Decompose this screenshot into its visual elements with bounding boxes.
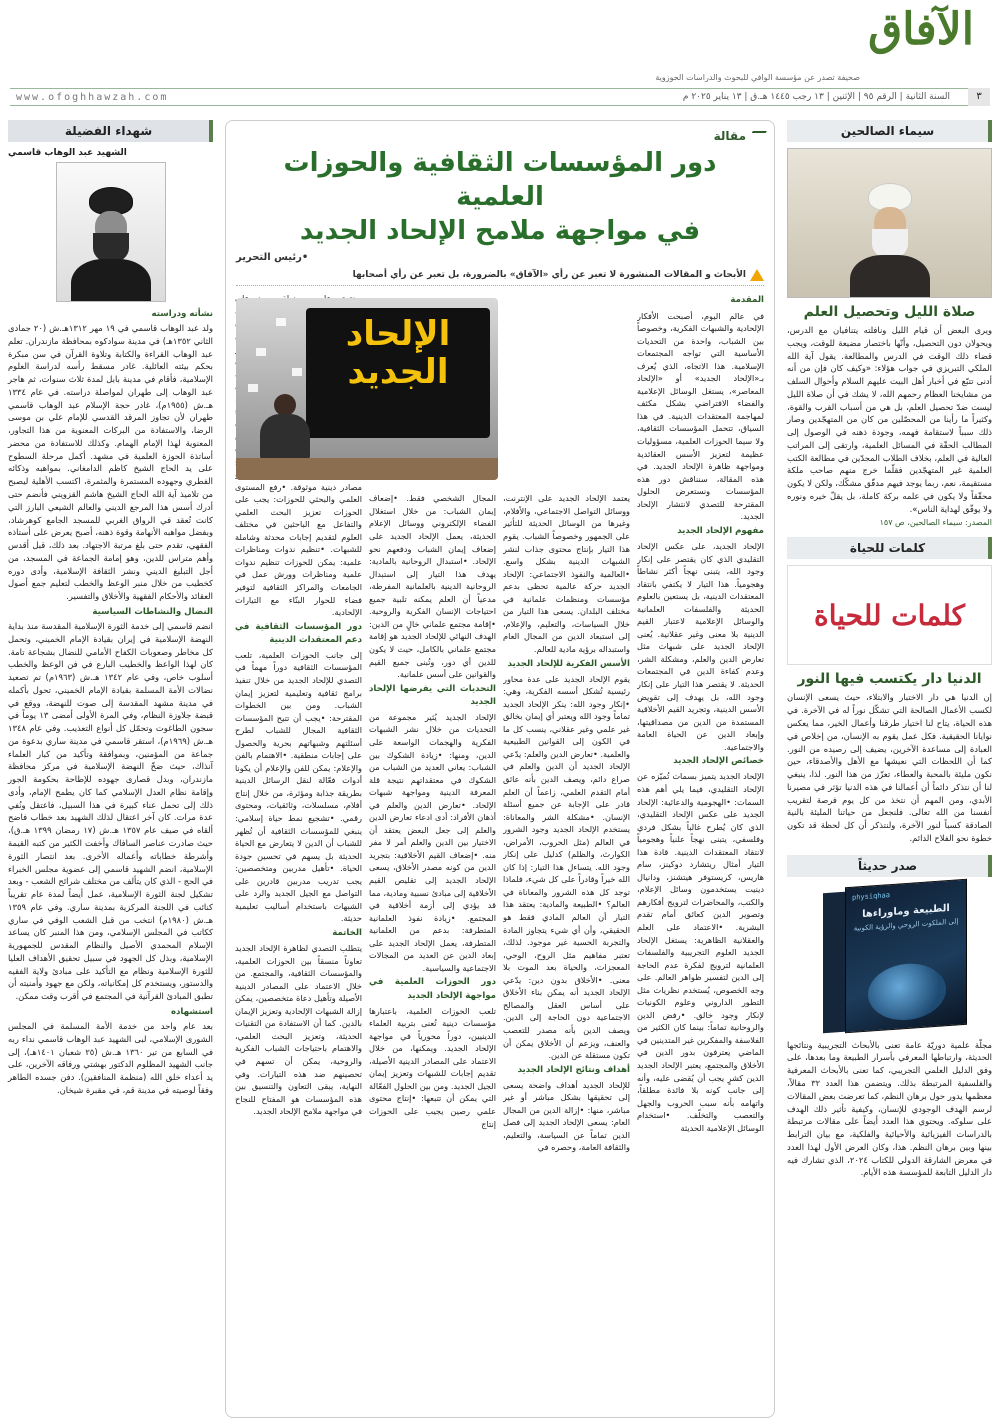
bio-paragraph-martyrdom: بعد عام واحد من خدمة الأمة المسلمة في المجلس الشورى الإسلامي، لبى الشهيد عبد الوهاب قاسمي نداء ربه في السابع من تير ١٣٦٠ هـ.ش (٢٥ شعبان ١٤٠١هـ)، إلى جانب الشهيد المظلوم الدكتور بهشتي ورفاقه الآخرين، على يد أعداء خلق الله (منظمة المنافقين). دفن جسده الطاهر وفقاً لوصيته في مدينة قم، في مقبرة شيخان. [8, 1021, 213, 1095]
col1-paragraph-2: الإلحاد الجديد، على عكس الإلحاد التقليدي الذي كان يقتصر على إنكار وجود الله، يتبنى نهجاً أكثر نشاطاً وهجومياً. هذا التيار لا يكتفي بانتقاد المعتقدات الدينية، بل يستعين بالعلوم الحديثة والفلسفات العلمانية والوسائل الإعلامية لاعتبار القيم الدينية بلا معنى وغير عقلانية. يُعنى الإلحاد الجديد على شبهات مثل تعارض الدين والعلم، ومشكلة الشر، وعدم كفاءة الدين في المجتمعات الحديثة. لا يقتصر هذا التيار على إنكار وجود الله، بل يهدف إلى تقويض الأسس الدينية، وتجريد القيم الأخلاقية المستمدة من الدين من مصداقيتها، وإبعاد الدين عن الحياة العامة والاجتماعية. [637, 540, 764, 752]
article-column-3 [369, 492, 496, 1132]
col2-heading-3: أهداف ونتائج الإلحاد الجديد [517, 1064, 630, 1075]
col3-heading-2: التحديات التي يفرضها الإلحاد الجديد [369, 683, 496, 707]
martyr-biography [8, 308, 213, 1097]
words-for-life-logo [787, 565, 992, 665]
world-light-body: إن الدنيا هي دار الاختبار والابتلاء، حيث يسعى الإنسان لكسب الأعمال الصالحة التي تشكّل نوراً له في الآخرة. في هذه الحياة، يتاح لنا اختيار طرقنا وأعمال الخير، مما يعكس نوايانا الحقيقية. فكل عمل يقوم به الإنسان، من إخلاص في العبادة إلى مساعدة الآخرين، يضيف إلى رصيده من النور. كما أن اللحظات التي نعيشها مع الأهل والأصدقاء، حين نكون مليئة بالمحبة والعطاء، تعزّز من هذا النور. لذا، ينبغي لنا أن نتذكر دائماً أن أعمالنا في هذه الدنيا تؤثر في مصيرنا الأبدي، ومن المهم أن نتخذ من كل يوم فرصة لتقريب أنفسنا من الله تعالى. فلنجعل من حياتنا المليئة بالنية الصادقة كسباً لنور الآخرة، ولنتذكر أن كل لحظة قد تكون خطوة نحو الفلاح الدائم. [787, 692, 992, 843]
col1-paragraph-1: في عالم اليوم، أصبحت الأفكار الإلحادية والشبهات الفكرية، وخصوصاً بين الشباب، واحدة من التحديات الأساسية التي تواجه المجتمعات الإسلامية. هذا الاتجاه، الذي يُعرف بـ«الإلحاد الجديد» أو «الإلحاد المعاصر»، يستغل الوسائل الإعلامية والفضاء الافتراضي بشكل مكثف لمهاجمة المعتقدات الدينية. في هذا السياق، تتحمل المؤسسات الثقافية، ولا سيما الحوزات العلمية، مسؤوليات عظيمة لتعزيز الأسس العقائدية ومواجهة ظاهرة الإلحاد الجديد. في هذه المقالة، سنناقش دور هذه المؤسسات ونستعرض الحلول المقترحة للتصدي لانتشار الإلحاد الجديد. [637, 310, 764, 522]
article-disclaimer [236, 269, 764, 286]
martyr-name: الشهيد عبد الوهاب قاسمي [8, 148, 127, 158]
article-headline [236, 147, 764, 248]
martyr-figure [71, 181, 151, 301]
flying-paper [256, 348, 266, 356]
scholar-portrait [787, 148, 992, 298]
col4-paragraph-2: إلى جانب الحوزات العلمية، تلعب المؤسسات الثقافية دوراً مهماً في التصدي للإلحاد الجديد من خلال تنفيذ برامج ثقافية وتعليمية لتعزيز إيمان الشباب. ومن بين الخطوات المقترحة: •يجب أن تتيح المؤسسات الثقافية المجال للشباب لطرح أسئلتهم وشبهاتهم بحرية والحصول على إجابات منطقية. •الاهتمام بالفن والإعلام: يمكن للفن والإعلام أن يكونا أدوات فعّالة لنقل الرسائل الدينية بطريقة جذابة ومؤثرة، من خلال إنتاج أفلام، مسلسلات، وثائقيات، ومحتوى رقمي. •تشجيع نمط حياة إسلامي: ينبغي للمؤسسات الثقافية أن تُظهر للشباب أن الدين لا يتعارض مع الحياة الحديثة بل يسهم في تحسين جودة الحياة. •تأهيل مدربين ومتخصصين: يجب تدريب مدربين قادرين على التواصل مع الجيل الجديد والرد على الشبهات باستخدام أساليب تعليمية حديثة. [235, 649, 362, 924]
newspaper-logo[interactable] [868, 4, 988, 60]
col3-paragraph-2: الإلحاد الجديد يُثير مجموعة من التحديات من خلال نشر الشبهات الفكرية والهجمات الواسعة على الدين، ومنها: •زيادة الشكوك بين الشباب: يعاني العديد من الشباب من الشكوك في معتقداتهم نتيجة قلة المعرفة الدينية ومواجهة شبهات الإلحاد. •تعارض الدين والعلم في أذهان الأفراد: أدى ادعاء تعارض الدين والعلم إلى جعل البعض يعتقد أن الاختيار بين الدين والعلم أمر لا مفر منه. •إضعاف القيم الأخلاقية: بتجريد الدين من كونه مصدر الأخلاق، يسعى الإلحاد الجديد إلى تقليص القيم الأخلاقية إلى مبادئ نسبية ومادية، مما قد يؤدي إلى أزمة أخلاقية في المجتمع. •زيادة نفوذ العلمانية المتطرفة: بدعم من العلمانية المتطرفة، يعمل الإلحاد الجديد على إبعاد الدين عن العديد من المجالات الاجتماعية والسياسية. [369, 711, 496, 973]
flying-paper [276, 318, 286, 326]
col1-heading-3: خصائص الإلحاد الجديد [673, 756, 764, 767]
article-column-1 [637, 292, 764, 1136]
world-light-title: الدنيا دار يكتسب فيها النور [797, 671, 982, 688]
night-prayer-body: ويرى البعض أن قيام الليل ونافلته يتنافيان مع الدرس، ويحولان دون التحصيل، وأنّها باختصار مضيعة للوقت، ويجب قضاء ذلك الوقت في الدرس والمطالعة. يقول آية الله الملكي التبريزي في جواب هؤلاء: «وكيف كان فإن من أنه أدنى تتبّع في أخبار أهل البيت عليهم السلام وأحوال السلف من مشايخنا العظام رحمهم الله، لا يشك في أن صلاة الليل ليست ضدّ تحصيل العلم، بل هي من أسباب القرب والقوة، وكثيراً ما رأينا من المحصّلين من كان من المتهجّدين وصار ذلك سبباً لاستقامة فهمه، وجودة ذهنه في الوصول إلى المطالب الحقّة في المسائل العلمية، وارتقى إلى المراتب العالية في العلم، بخلاف الطلاب المجدّين في مطالعة الكتب العلمية غير المتهجّدين فقلّما خرج منهم صاحب ملكة مستقيمة، نعم، ربما يوجد فيهم مدقّق مشكّك، ولكن لا يكون محقّقاً ولا يكون في علمه بركة كاملة، بل يقلّ خيره ونوره ولا يوفّق لهداية الناس». [787, 325, 992, 514]
bio-paragraph-struggle: انضم قاسمي إلى خدمة الثورة الإسلامية المقدسة منذ بداية النهضة الإسلامية في إيران بقيادة الإمام الخميني، وتحمل كل مخاطر وصعوبات الكفاح الأمامي للنضال بشجاعة تامة. كان لهذا الواعظ والخطيب البارع في فن الوعظ والخطب أسلوب خاص، وفي عام ١٣٤٢ هـ.ش (١٩٦٣م) تم تصعيد نضالات الأمة المسلمة بقيادة الإمام الخميني، تحول بأكمله في مدينة مشهد المقدسة إلى صوت للنهضة، ووقع في قبضة جلاوزة النظام، وفي المرة الأولى أمضى ١٣ يوماً في سجون الطاغوت وتحمّل كل أنواع التعذيب. وفي عام ١٣٤٨ هـ.ش (١٩٦٩م)، استقر قاسمي في مدينة ساري بدعوة من جماعة من المؤمنين، وبموافقة وتأكيد من كبار العلماء آنذاك، حيث ضخّ النهضة الإسلامية في مركز محافظة مازندران، وبدل قصارى جهوده للإطاحة بحكومة الجور وإقامة نظام العدل الإسلامي كما كان يطمح الإمام، وأدى ذلك إلى تحمل عناء كبيرة في هذا السبيل، فاعتقل ونُفي عدة مرات. كان آخر اعتقال لذلك الشهيد بعد خطاب فاضح ألقاه في صيف عام ١٣٥٧ هـ.ش (١٧ رمضان ١٣٩٩ هـ.ق)، حيث صادرت عناصر السافاك وأخفت الكثير من كتبه القيمة وأشرطة خطاباته وأعماله الأخرى. بعد انتصار الثورة الإسلامية، انضم الشهيد قاسمي إلى عضوية مجلس الخبراء في الحج - الذي كان يتألف من مختلف شرائح الشعب - وبعد تشكيل لجنة الثورة الإسلامية، عمل أيضاً لمدة عام تقريباً كنائب في اللجنة المركزية بمدينة ساري. وفي عام ١٣٥٩ هـ.ش (١٩٨٠م) انتخب من قبل الشعب الوفي في ساري ككاتب في المجلس الإسلامي، ومن هذا المنبر كان يساعد الإسلام المحمدي الأصيل والنظام المقدس للجمهورية الإسلامية، وبذل كل الجهود في سبيل تحقيق الأهداف العليا للثورة الإسلامية ونظام مع التأكيد على مبادئ ولاية الفقيه والدستور، ويستخدم كل إمكانياته، ولكن مع جهود وأمنيته أن تطبق المبادئ القرآنية في المجتمع في أقرب وقت ممكن. [7, 620, 214, 1002]
article-byline: •رئيس التحرير [236, 252, 309, 264]
col2-paragraph-2: يقوم الإلحاد الجديد على عدة محاور رئيسية تُشكل أسسه الفكرية، وهي: •إنكار وجود الله: ينكر الإلحاد الجديد تماماً وجود الله ويعتبر أي إيمان بخالق غير علمي وغير عقلاني، ينسب كل ما في الكون إلى القوانين الطبيعية والعلمية. •تعارض الدين والعلم: يدّعي الإلحاد الجديد أن الدين والعلم في صراع دائم، ويصف الدين بأنه عائق أمام التقدم العلمي، زاعماً أن العلم قادر على الإجابة عن جميع أسئلة الإنسان. •مشكلة الشر والمعاناة: يستخدم الإلحاد الجديد وجود الشرور في العالم (مثل الحروب، الأمراض، الكوارث، والظلم) كدليل على إنكار وجود الله. يتساءل هذا التيار: إذا كان الله خيراً وقادراً على كل شيء، فلماذا توجد كل هذه الشرور والمعاناة في العالم؟ •الطبيعة والمادية: يعتقد هذا التيار أن العالم المادي فقط هو الحقيقي، وأن أي شيء يتجاوز المادة والتجربة الحسية غير موجود. لذلك، تعتبر مفاهيم مثل الروح، الوحي، المعجزات، والحياة بعد الموت بلا معنى. •الأخلاق بدون دين: يدّعي الإلحاد الجديد أنه يمكن بناء الأخلاق على أساس العقل والمصالح الاجتماعية دون الحاجة إلى الدين. ويصف الدين بأنه مصدر للتعصب والعنف، ويزعم أن الأخلاق يمكن أن تكون مستقلة عن الدين. [503, 673, 630, 1061]
hero-title [314, 316, 482, 391]
hero-title-line-2: الجديد [347, 351, 449, 392]
main-article [225, 120, 775, 1418]
book-subtitle: إلى الملكوت الروحي والرؤية الكونية [853, 917, 958, 933]
martyr-portrait [56, 162, 166, 302]
article-column-2 [503, 492, 630, 1156]
issue-bar [10, 73, 990, 106]
brain-illustration [868, 961, 946, 1022]
night-prayer-title: صلاة الليل وتحصيل العلم [803, 304, 976, 320]
new-release-body: مجلّة علمية دوريّة عامة تعنى بالأبحاث التجريبية ونتائجها الحديثة، وارتباطها المعرفي بأسرار الطبيعة وما بعدها، على وفق الدليل العلمي التجريبي، كما تعنى بالأبحاث المعرفية والفلسفية المرتبطة بذلك. ويتضمن هذا العدد ٣٢ مقالاً، معظمها يدور حول برهان النظم، كما تعرضت بعض المقالات لرسم الهدف الوجودي للإنسان، وكيفية تأثير ذلك الهدف على سلوكه. ويحتوي هذا العدد أيضاً على مقالات مرتبطة بالدراسات الفيزيائية والأحيائية والفلكية، مع بيان الترابط بينها وبين برهان النظم. هذا، وكان العرض الأول لهذا العدد في معرض الشارقة الدولي للكتاب ٢٠٢٤، الذي تشارك فيه دار الدليل التابعة للمؤسسة هذه الأيام. [787, 1039, 992, 1178]
category-label: مقالة [713, 129, 746, 143]
night-prayer-source: المصدر: سيماء الصالحين، ص ١٥٧ [879, 518, 992, 528]
article-category [236, 129, 764, 143]
article-body [236, 292, 764, 1428]
masthead [0, 0, 1000, 110]
desk [236, 458, 498, 480]
page-number: ٣ [968, 88, 990, 106]
disclaimer-text: الأبحاث و المقالات المنشورة لا تعبر عن رأي «الآفاق» بالضرورة، بل تعبر عن رأي أصحابها [352, 270, 746, 281]
bio-heading-struggle: النضال والنشاطات السياسية [92, 606, 213, 617]
hero-title-line-1: الإلحاد [345, 314, 451, 355]
col2-paragraph-1: يعتمد الإلحاد الجديد على الإنترنت، ووسائل التواصل الاجتماعي، والأفلام، وغيرها من الوسائل الحديثة للتأثير على الجمهور وخصوصاً الشباب. يقوم هذا التيار بإنتاج محتوى جذاب لنشر الشبهات الدينية بشكل واسع. •العالمية والنفوذ الاجتماعي: الإلحاد الجديد حركة عالمية تحظى بدعم مؤسسات ومنظمات علمانية في مختلف البلدان. يسعى هذا التيار من خلال السياسات، والتعليم، والإعلام، إلى استبعاد الدين من المجال العام واستبداله برؤية مادية للعالم. [503, 493, 630, 654]
col2-heading-2: الأسس الفكرية للإلحاد الجديد [507, 658, 630, 669]
col2-paragraph-3: للإلحاد الجديد أهداف واضحة يسعى إلى تحقيقها بشكل مباشر أو غير مباشر، منها: •إزالة الدين من المجال العام: يسعى الإلحاد الجديد إلى فصل الدين تماماً عن السياسة، والتعليم، والثقافة العامة، وحصره في [503, 1079, 630, 1153]
headline-line-2: في مواجهة ملامح الإلحاد الجديد [299, 215, 701, 246]
book-title: الطبيعة وماوراءها [861, 902, 950, 920]
book-cover[interactable] [805, 883, 975, 1033]
col4-paragraph-1: مصادر دينية موثوقة. •رفع المستوى العلمي والبحثي للحوزات: يجب على الحوزات تعزيز البحث العلمي والتفاعل مع الباحثين في مختلف العلوم لتقديم إجابات محدثة وشاملة للشبهات. •تنظيم ندوات ومناظرات علمية: يمكن للحوزات تنظيم ندوات علمية ومناظرات وورش عمل في الجامعات والمراكز الثقافية لتوفير فضاء للحوار البنّاء مع التيارات الإلحادية. [235, 481, 362, 618]
person-at-desk [246, 394, 326, 464]
col1-heading-1: المقدمة [730, 295, 764, 306]
section-header-saints: سيماء الصالحين [787, 120, 992, 142]
book-brand: physiqhaa [851, 890, 890, 902]
scholar-figure [850, 177, 930, 297]
pen-icon [747, 131, 767, 141]
website-url[interactable]: www.ofoghhawzah.com [16, 91, 169, 103]
col1-paragraph-3: الإلحاد الجديد يتميز بسمات تُميّزه عن الإلحاد التقليدي، فيما يلي أهم هذه السمات: •الهجومية والدعائية: الإلحاد الجديد على عكس الإلحاد التقليدي، الذي كان يُطرح غالباً بشكل فردي وفلسفي، يتبنى نهجاً علنياً وهجومياً لانتقاد المعتقدات الدينية. قادة هذا التيار أمثال ريتشارد دوكينز، سام هاريس، كريستوفر هيتشنز، ودانيال دينيت يستخدمون وسائل الإعلام، والكتب، والمحاضرات لترويج أفكارهم وتصوير الدين كعائق أمام تقدم البشرية. •الاعتماد على العلم والعقلانية الظاهرية: يستغل الإلحاد الجديد العلوم التجريبية والفلسفات العلمانية لترويج لفكرة عدم الحاجة إلى الدين لتفسير ظواهر العالم. على وجه الخصوص، يُستخدم نظريات مثل التطور الداروني وعلوم الكونيات لإنكار وجود خالق. •رفض الدين والروحانية تماماً: بينما كان الكثير من الفلاسفة والمفكرين غير المتدينين في الماضي يعترفون بدور الدين في الأخلاق والمجتمع، يعتبر الإلحاد الجديد الدين كشرٍ يجب أن يُقضى عليه، وأنه إلى جانب كونه بلا فائدة مطلقاً، واتهامه بأنه سبب الحروب والجهل والتعصب والتخلّف. •استخدام الوسائل الإعلامية الحديثة [637, 771, 764, 1133]
col4-heading-3: الخاتمة [332, 927, 362, 938]
left-column [8, 120, 213, 1418]
bio-heading-upbringing: نشأته ودراسته [151, 309, 213, 319]
bio-paragraph-upbringing: ولد عبد الوهاب قاسمي في ١٩ مهر ١٣١٢هـ.ش (٢٠ جمادى الثاني ١٣٥٢هـ) في مدينة سوادكوه بمحافظة مازندران. تعلم عبد الوهاب القراءة والكتابة وتلاوة القرآن في سن مبكرة بحكم بيئته العائلية. غادر مسقط رأسه لدراسة العلوم الإسلامية، فأقام في مدينة بابل لمدة ثلاث سنوات، ثم هاجر عبد الوهاب إلى طهران لمواصلة دراسته. في عام ١٣٣٤ هـ.ش (١٩٥٥م)، غادر حجة الإسلام عبد الوهاب قاسمي طهران لأن تجاوز المرقد القدسي للإمام علي بن موسى الرضا، والاستفادة من البركات المعنوية من هذا التجاور، المعنوية لهذا الإمام الهمام. وكذلك للاستفادة من محضر أساتذة الحوزة العلمية في مشهد. أكمل مرحلة السطوح على يد الحاج الشيخ كاظم الدامغاني. بمواهبه وذكائه الفطري وجهوده المستمرة والمثمرة، اكتسب الأهلية ليصبح من تلاميذ آية الله الحاج الشيخ هاشم القزويني فأنضم حتى أدرك أسس هذا المرجع الديني والعالم الشيعي البارز التي كانت تُعقد في الرواق الغربي للمسجد الجامع كوهرشاد، وبفضل مواهبه الأنهامة وقوة ذهنه، أصبح يعرض على أستاذه الفقهي، تقدم حتى بلغ مرتبة الاجتهاد. بعد ذلك، قبل أقدس وأهم متراس للدين، وهو إمامة الجماعة في المسجد، من أجل التبليغ الديني ونشر الثقافة الإسلامية، وأدى دوره كخطيب من خلال منبر الوعظ والخطب لتعليم جمع أصول العقائد والأحكام الفقهية والأخلاق والتفسير. [8, 323, 213, 602]
issue-meta: السنة الثانية | الرقم ٩٥ | الإثنين | ١٣ رجب ١٤٤٥ هـ.ق | ١٣ يناير ٢٠٢٥ م [682, 92, 950, 102]
col1-heading-2: مفهوم الإلحاد الجديد [677, 525, 764, 536]
words-logo-text: كلمات للحياة [814, 598, 965, 632]
right-column [787, 120, 992, 1418]
col3-paragraph-1: المجال الشخصي فقط. •إضعاف إيمان الشباب: من خلال استغلال الفضاء الإلكتروني ووسائل الإعلام الحديثة، يعمل الإلحاد الجديد على إضعاف إيمان الشباب ودفعهم نحو الإلحاد. •استبدال الروحانية بالمادية: يهدف هذا التيار إلى استبدال الروحانية الدينية بالعلمانية المفرطة، مدعياً أن العلم يمكنه تلبية جميع احتياجات الإنسان الفكرية والروحية. •إقامة مجتمع علماني خالٍ من الدين: الهدف النهائي للإلحاد الجديد هو إقامة مجتمع علماني بالكامل، حيث لا يكون للدين أي دور، وتُبنى جميع القيم والقوانين على أسس علمانية. [369, 493, 496, 680]
col4-heading-2: دور المؤسسات الثقافية في دعم المعتقدات الدينية [235, 621, 362, 645]
headline-line-1: دور المؤسسات الثقافية والحوزات العلمية [283, 148, 717, 212]
bio-heading-martyrdom: استشهاده [170, 1006, 213, 1017]
flying-paper [292, 368, 302, 376]
flying-paper [248, 384, 258, 392]
section-header-new-release: صدر حديثاً [787, 855, 992, 877]
warning-icon [750, 269, 764, 281]
col4-paragraph-3: يتطلب التصدي لظاهرة الإلحاد الجديد تعاوناً منسقاً بين الحوزات العلمية، والمؤسسات الثقافية، والمجتمع. من خلال الاعتماد على المصادر الدينية الأصيلة وتأهيل دعاة متخصصين، يمكن إزالة الشبهات الإلحادية وتعزيز الإيمان بالدين. كما أن الاستفادة من التقنيات الحديثة، وتعزيز البحث العلمي، والاهتمام باحتياجات الشباب الفكرية والروحية، يمكن أن تسهم في تحصينهم ضد هذه التيارات. وفي النهاية، يبقى التعاون والتنسيق بين هذه المؤسسات هو المفتاح للنجاح في مواجهة ملامح الإلحاد الجديد. [235, 943, 362, 1117]
section-header-martyrs: شهداء الفضيلة [8, 120, 213, 142]
section-header-words: كلمات للحياة [787, 537, 992, 559]
tagline: صحيفة تصدر عن مؤسسة الوافي للبحوث والدراسات الحوزوية [655, 73, 860, 82]
col3-paragraph-3: تلعب الحوزات العلمية، باعتبارها مؤسسات دينية تُعنى بتربية العلماء الدينيين، دوراً محورياً في مواجهة الإلحاد الجديد. ويمكنها، من خلال الاعتماد على المصادر الدينية الأصيلة، تقديم إجابات للشبهات وتعزيز إيمان الجيل الجديد. ومن بين الحلول الفعّالة التي يمكن أن تتبعها: •إنتاج محتوى علمي رصين يجيب على الحوزات إنتاج [369, 1005, 496, 1129]
new-atheism-illustration [236, 298, 498, 480]
col3-heading-3: دور الحوزات العلمية في مواجهة الإلحاد الجديد [369, 977, 496, 1001]
logo-text: الآفاق [868, 4, 974, 55]
